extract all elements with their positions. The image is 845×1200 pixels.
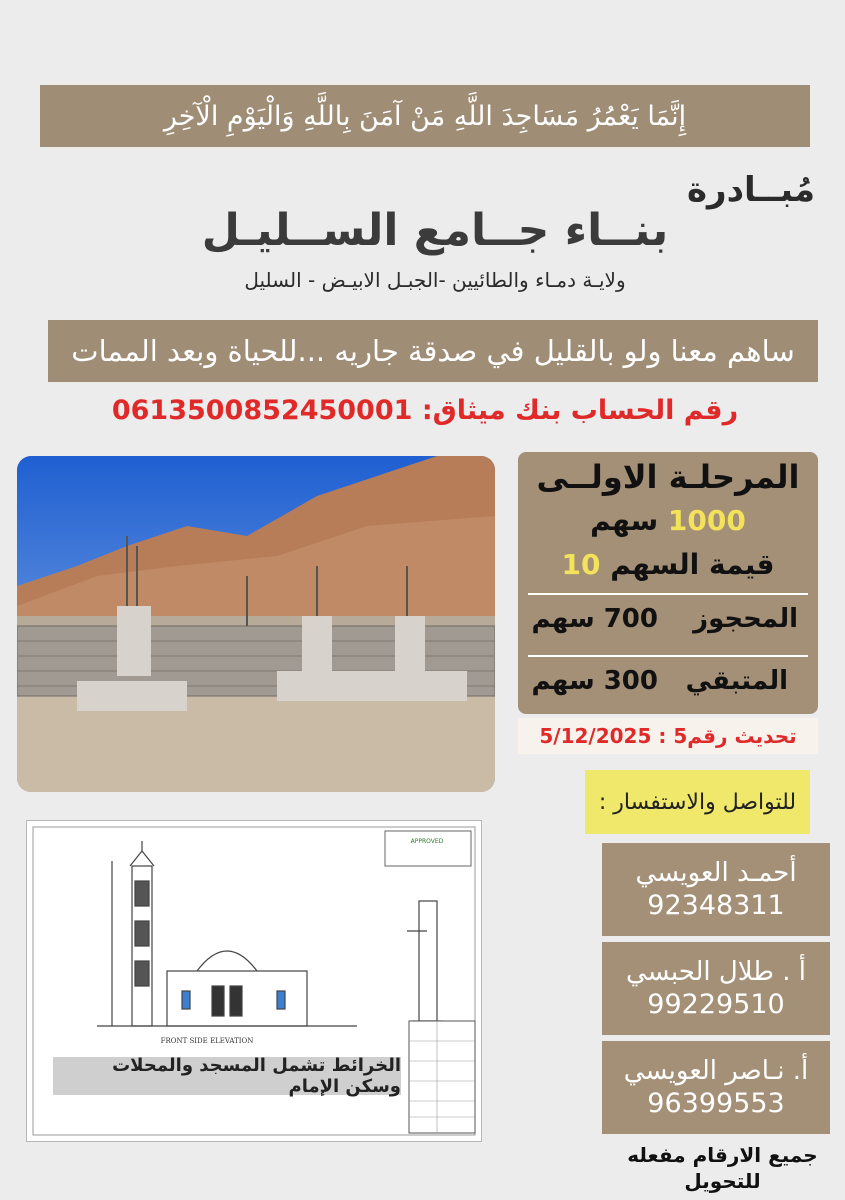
share-value-number: 10	[561, 548, 601, 581]
update-text: تحديث رقم5 : 5/12/2025	[539, 724, 797, 748]
contact-name: أ. نـاصر العويسي	[623, 1056, 809, 1086]
construction-photo-illustration	[17, 456, 495, 792]
contribute-text: ساهم معنا ولو بالقليل في صدقة جاريه ...للحياة وبعد الممات	[71, 334, 795, 368]
architectural-plan	[26, 820, 482, 1142]
verse-text: إِنَّمَا يَعْمُرُ مَسَاجِدَ اللَّهِ مَنْ آمَنَ بِاللَّهِ وَالْيَوْمِ الْآخِرِ	[163, 100, 687, 132]
total-shares-number: 1000	[667, 504, 746, 537]
approved-stamp: APPROVED	[410, 838, 444, 845]
contact-card[interactable]	[602, 942, 830, 1035]
account-number: 0613500852450001	[111, 395, 413, 426]
construction-photo	[17, 456, 495, 792]
plan-caption: الخرائط تشمل المسجد والمحلات وسكن الإمام	[53, 1057, 401, 1095]
contact-phone[interactable]: 92348311	[647, 890, 785, 921]
contact-heading-text: للتواصل والاستفسار :	[598, 789, 797, 815]
remaining-value: 300 سهم	[531, 666, 658, 696]
share-value-label: قيمة السهم	[610, 548, 775, 581]
contact-heading	[585, 770, 810, 834]
phase-divider	[528, 593, 808, 595]
contact-card[interactable]	[602, 843, 830, 936]
bank-account	[40, 395, 810, 426]
remaining-label: المتبقي	[685, 666, 788, 696]
update-badge	[518, 718, 818, 754]
contact-phone[interactable]: 99229510	[647, 989, 785, 1020]
initiative-label: مُبــادرة	[686, 170, 815, 210]
contact-name: أ . طلال الحبسي	[625, 957, 807, 987]
contact-phone[interactable]: 96399553	[647, 1088, 785, 1119]
contact-name: أحمـد العويسي	[635, 858, 797, 888]
reserved-label: المحجوز	[693, 604, 798, 634]
verse-banner	[40, 85, 810, 147]
account-label: رقم الحساب بنك ميثاق:	[421, 395, 739, 426]
total-shares-unit: سهم	[590, 504, 659, 537]
total-shares	[518, 504, 818, 537]
elevation-label: FRONT SIDE ELEVATION	[160, 1037, 254, 1045]
share-value	[518, 548, 818, 581]
phase-title: المرحلـة الاولــى	[536, 458, 800, 496]
phase-divider	[528, 655, 808, 657]
reserved-value: 700 سهم	[531, 604, 658, 634]
phase-info-box	[518, 452, 818, 714]
contribute-banner	[48, 320, 818, 382]
project-title: بنــاء جــامع الســليـل	[201, 205, 669, 256]
contact-card[interactable]	[602, 1041, 830, 1134]
transfer-note: جميع الارقام مفعله للتحويل	[627, 1143, 818, 1193]
location-text: ولايـة دمـاء والطائيين -الجبـل الابيـض - السليل	[244, 268, 626, 292]
